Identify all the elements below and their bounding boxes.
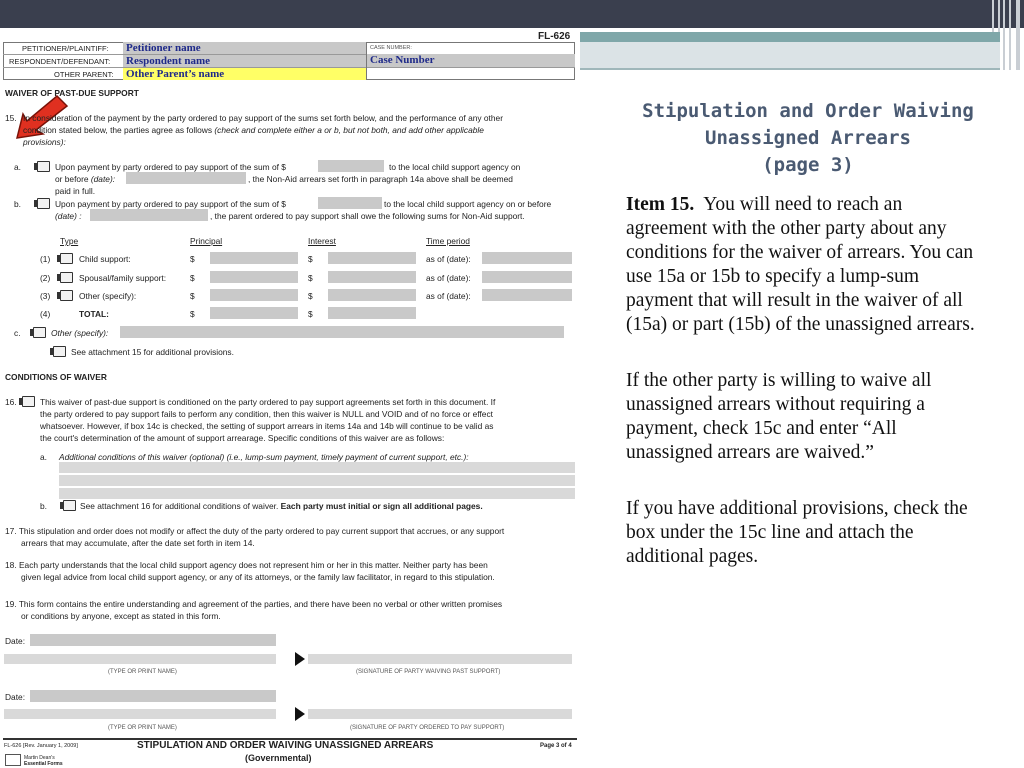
footer-logo-line-2: Essential Forms — [24, 761, 63, 767]
item-15-line-2-text: condition stated below, the parties agree as follows — [23, 125, 213, 135]
row-time-label: as of (date): — [426, 291, 471, 301]
item-19-line-2: or conditions by anyone, except as stated in this form. — [21, 611, 221, 621]
slide-notes — [626, 193, 988, 601]
paragraph-1-text: You will need to reach an agreement with the other party about any conditions for the waiver of arrears. You can use 15a or 15b to specify a lump-sum payment that will result in the waiver of all (15a) or part (15b) of the unassigned arrears. — [626, 194, 975, 335]
footer-logo-line-1: Martin Dean's — [24, 755, 55, 761]
form-fl626-image — [0, 28, 580, 768]
item-15c-label: Other (specify): — [51, 328, 109, 338]
table-header-type: Type — [60, 236, 79, 246]
item-16a-field-line-1[interactable] — [59, 462, 575, 473]
item-15-line-2-italic: (check and complete either a or b, but not both, and add other applicable — [214, 125, 484, 135]
footer-title: STIPULATION AND ORDER WAIVING UNASSIGNED ARREARS — [137, 740, 434, 751]
item-15-number: 15. — [5, 113, 17, 123]
checkbox-15c[interactable] — [33, 327, 46, 338]
item-15a-line-2 — [55, 174, 115, 184]
item-18-line-2: given legal advice from local child support agency, or any of its attorneys, or the family law facilitator, in regard to this stipulation. — [21, 572, 495, 582]
row-principal-field[interactable] — [210, 252, 298, 264]
paragraph-2: If the other party is willing to waive all unassigned arrears without requiring a payment, check 15c and enter “All unassigned arrears are waived.” — [626, 370, 932, 463]
footer-revision: FL-626 [Rev. January 1, 2009] — [4, 743, 78, 749]
row-number: (3) — [40, 291, 51, 301]
total-label: TOTAL: — [79, 309, 109, 319]
item-15-line-3: provisions): — [23, 137, 66, 147]
checkbox-spousal-support[interactable] — [60, 272, 73, 283]
waiver-heading: WAIVER OF PAST-DUE SUPPORT — [5, 88, 139, 98]
item-15b-line-1-end: to the local child support agency on or before — [384, 199, 552, 209]
date-field-2[interactable] — [30, 690, 276, 702]
item-16-line-2: the party ordered to pay support fails to perform any condition, then this waiver is NULL and VOID and of no force or effect — [40, 409, 493, 419]
print-name-caption-1: (TYPE OR PRINT NAME) — [108, 669, 177, 675]
item-15-line-2 — [23, 125, 484, 135]
item-15b-line-2-end: , the parent ordered to pay support shall owe the following sums for Non-Aid support. — [210, 211, 525, 221]
slide-title-line-1: Stipulation and Order Waiving — [642, 100, 974, 122]
date-field-1[interactable] — [30, 634, 276, 646]
row-label: Other (specify): — [79, 291, 137, 301]
total-interest-dollar: $ — [308, 309, 313, 319]
item-15a-line-1-end: to the local child support agency on — [389, 162, 521, 172]
row-label: Spousal/family support: — [79, 273, 167, 283]
row-principal-field[interactable] — [210, 289, 298, 301]
item-17-line-1: 17. This stipulation and order does not modify or affect the duty of the party ordered to pay current support that accrues, or any support — [5, 526, 505, 536]
item-19-line-1: 19. This form contains the entire understanding and agreement of the parties, and there have been no verbal or other written promises — [5, 599, 503, 609]
item-15b-letter: b. — [14, 199, 21, 209]
other-parent-name-field: Other Parent’s name — [123, 68, 366, 80]
item-18-line-1: 18. Each party understands that the local child support agency does not represent him or her in this matter. Neither party has been — [5, 560, 488, 570]
item-16-line-3: whatsoever. However, if box 14c is checked, the setting of support arrears in items 14a and 14b will continue to be valid as — [40, 421, 494, 431]
item-15c-field[interactable] — [120, 326, 564, 338]
arrow-right-icon — [295, 707, 305, 721]
signature-field-2[interactable] — [308, 709, 572, 719]
item-15a-amount-field[interactable] — [318, 160, 384, 172]
date-label-2: Date: — [5, 692, 26, 702]
arrow-right-icon — [295, 652, 305, 666]
item-15a-date-field[interactable] — [126, 172, 246, 184]
signature-caption-1: (SIGNATURE OF PARTY WAIVING PAST SUPPORT) — [356, 669, 501, 675]
total-number: (4) — [40, 309, 51, 319]
row-date-field[interactable] — [482, 271, 572, 283]
checkbox-15b[interactable] — [37, 198, 50, 209]
row-interest-field[interactable] — [328, 252, 416, 264]
item-15a-line-2-end: , the Non-Aid arrears set forth in paragraph 14a above shall be deemed — [248, 174, 513, 184]
item-16b-text — [80, 501, 483, 511]
petitioner-name-field: Petitioner name — [123, 42, 366, 54]
total-interest-field[interactable] — [328, 307, 416, 319]
table-header-time-period: Time period — [426, 236, 470, 246]
row-interest-dollar: $ — [308, 254, 313, 264]
checkbox-attachment-15[interactable] — [53, 346, 66, 357]
paragraph-item-15 — [626, 193, 988, 337]
checkbox-other-support[interactable] — [60, 290, 73, 301]
other-parent-label: OTHER PARENT: — [54, 70, 114, 79]
signature-caption-2: (SIGNATURE OF PARTY ORDERED TO PAY SUPPORT) — [350, 725, 505, 731]
total-principal-dollar: $ — [190, 309, 195, 319]
item-15b-date-field[interactable] — [90, 209, 208, 221]
slide-title-line-3: (page 3) — [762, 154, 854, 176]
row-time-label: as of (date): — [426, 273, 471, 283]
case-number-field: Case Number — [367, 54, 575, 67]
petitioner-label: PETITIONER/PLAINTIFF: — [22, 44, 109, 53]
item-16b-letter: b. — [40, 501, 47, 511]
checkbox-16[interactable] — [22, 396, 35, 407]
item-16b-bold: Each party must initial or sign all additional pages. — [280, 501, 483, 511]
row-principal-dollar: $ — [190, 291, 195, 301]
item-16a-field-line-3[interactable] — [59, 488, 575, 499]
row-time-label: as of (date): — [426, 254, 471, 264]
checkbox-child-support[interactable] — [60, 253, 73, 264]
row-principal-field[interactable] — [210, 271, 298, 283]
checkbox-15a[interactable] — [37, 161, 50, 172]
slide-title-line-2: Unassigned Arrears — [705, 127, 911, 149]
row-principal-dollar: $ — [190, 254, 195, 264]
item-15c-letter: c. — [14, 328, 21, 338]
signature-field-1[interactable] — [308, 654, 572, 664]
item-15a-line-3: paid in full. — [55, 186, 96, 196]
print-name-field-2[interactable] — [4, 709, 276, 719]
item-16a-field-line-2[interactable] — [59, 475, 575, 486]
footer-subtitle: (Governmental) — [245, 753, 312, 763]
print-name-field-1[interactable] — [4, 654, 276, 664]
attachment-15-text: See attachment 15 for additional provisions. — [71, 347, 234, 357]
paragraph-3: If you have additional provisions, check the box under the 15c line and attach the additional pages. — [626, 498, 968, 567]
row-interest-field[interactable] — [328, 271, 416, 283]
row-interest-field[interactable] — [328, 289, 416, 301]
checkbox-16b[interactable] — [63, 500, 76, 511]
item-15b-date-label: (date) : — [55, 211, 82, 221]
row-date-field[interactable] — [482, 252, 572, 264]
row-label: Child support: — [79, 254, 131, 264]
item-15b-line-1: Upon payment by party ordered to pay support of the sum of $ — [55, 199, 286, 209]
date-label-1: Date: — [5, 636, 26, 646]
item-15a-or-before: or before — [55, 174, 89, 184]
row-principal-dollar: $ — [190, 273, 195, 283]
item-16b-main: See attachment 16 for additional conditions of waiver. — [80, 501, 279, 511]
item-15-line-1: In consideration of the payment by the party ordered to pay support of the sums set forth below, and the performance of any other — [23, 113, 503, 123]
item-label: Item 15. — [626, 194, 695, 215]
item-15a-line-1: Upon payment by party ordered to pay support of the sum of $ — [55, 162, 286, 172]
item-16-number: 16. — [5, 397, 17, 407]
respondent-label: RESPONDENT/DEFENDANT: — [9, 57, 111, 66]
top-banner — [0, 0, 1024, 28]
row-interest-dollar: $ — [308, 291, 313, 301]
row-number: (1) — [40, 254, 51, 264]
item-16-line-1: This waiver of past-due support is conditioned on the party ordered to pay support agreements set forth in this document. If — [40, 397, 496, 407]
case-number-label: CASE NUMBER: — [370, 45, 412, 51]
item-15a-date-label: (date): — [90, 174, 116, 184]
footer-logo-icon — [5, 754, 21, 766]
total-principal-field[interactable] — [210, 307, 298, 319]
print-name-caption-2: (TYPE OR PRINT NAME) — [108, 725, 177, 731]
respondent-name-field: Respondent name — [123, 55, 366, 67]
item-15a-letter: a. — [14, 162, 21, 172]
table-header-interest: Interest — [308, 236, 336, 246]
slide-title — [628, 98, 988, 179]
row-number: (2) — [40, 273, 51, 283]
accent-band — [580, 32, 1000, 70]
row-interest-dollar: $ — [308, 273, 313, 283]
conditions-heading: CONDITIONS OF WAIVER — [5, 372, 107, 382]
item-15b-amount-field[interactable] — [318, 197, 382, 209]
footer-page: Page 3 of 4 — [540, 743, 572, 749]
item-16-line-4: the court's determination of the amount of support arrearage. Specific conditions of this waiver are as follows: — [40, 433, 445, 443]
table-header-principal: Principal — [190, 236, 223, 246]
item-16a-text: Additional conditions of this waiver (optional) (i.e., lump-sum payment, timely payment of current support, etc.): — [59, 452, 469, 462]
item-16a-letter: a. — [40, 452, 47, 462]
form-number: FL-626 — [538, 31, 571, 42]
row-date-field[interactable] — [482, 289, 572, 301]
item-17-line-2: arrears that may accumulate, after the date set forth in item 14. — [21, 538, 255, 548]
